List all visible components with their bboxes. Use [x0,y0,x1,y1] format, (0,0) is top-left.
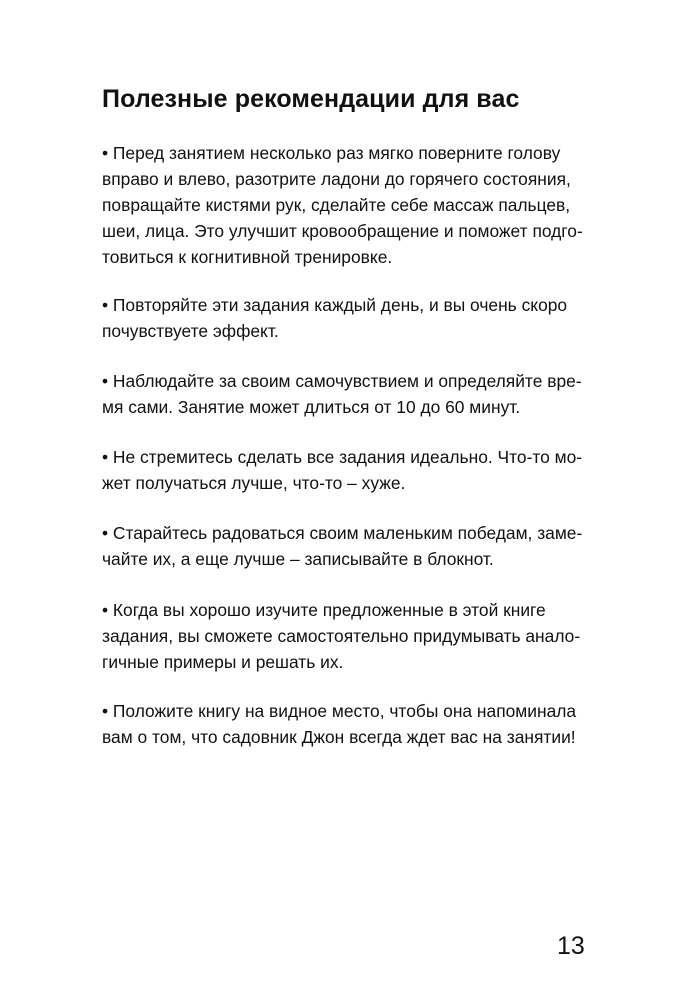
text-line: • Наблюдайте за своим самочувствием и определяйте вре- [102,371,582,391]
text-line: • Положите книгу на видное место, чтобы она напоминала [102,701,577,721]
recommendation-daily [102,292,567,344]
text-line: повращайте кистями рук, сделайте себе массаж пальцев, [102,195,571,215]
recommendation-duration [102,368,582,420]
recommendation-perfection [102,444,582,496]
text-line: • Повторяйте эти задания каждый день, и вы очень скоро [102,295,568,315]
text-line: жет получаться лучше, что-то – хуже. [102,473,406,493]
text-line: чайте их, а еще лучше – записывайте в блокнот. [102,549,494,569]
recommendation-warmup [102,140,583,270]
recommendation-own-examples [102,597,580,675]
page-title: Полезные рекомендации для вас [102,85,520,113]
recommendation-victories [102,520,582,572]
text-line: вам о том, что садовник Джон всегда ждет вас на занятии! [102,727,576,747]
text-line: • Старайтесь радоваться своим маленьким победам, заме- [102,523,583,543]
text-line: • Когда вы хорошо изучите предложенные в этой книге [102,600,546,620]
text-line: почувствуете эффект. [102,321,279,341]
text-line: • Не стремитесь сделать все задания идеально. Что-то мо- [102,447,583,467]
text-line: мя сами. Занятие может длиться от 10 до 60 минут. [102,397,521,417]
text-line: шеи, лица. Это улучшит кровообращение и поможет подго- [102,221,583,241]
text-line: гичные примеры и решать их. [102,652,344,672]
text-line: вправо и влево, разотрите ладони до горячего состояния, [102,169,571,189]
text-line: задания, вы сможете самостоятельно придумывать анало- [102,626,581,646]
page-number: 13 [557,932,585,960]
text-line: товиться к когнитивной тренировке. [102,247,393,267]
recommendation-visible-place [102,698,576,750]
text-line: • Перед занятием несколько раз мягко поверните голову [102,143,561,163]
